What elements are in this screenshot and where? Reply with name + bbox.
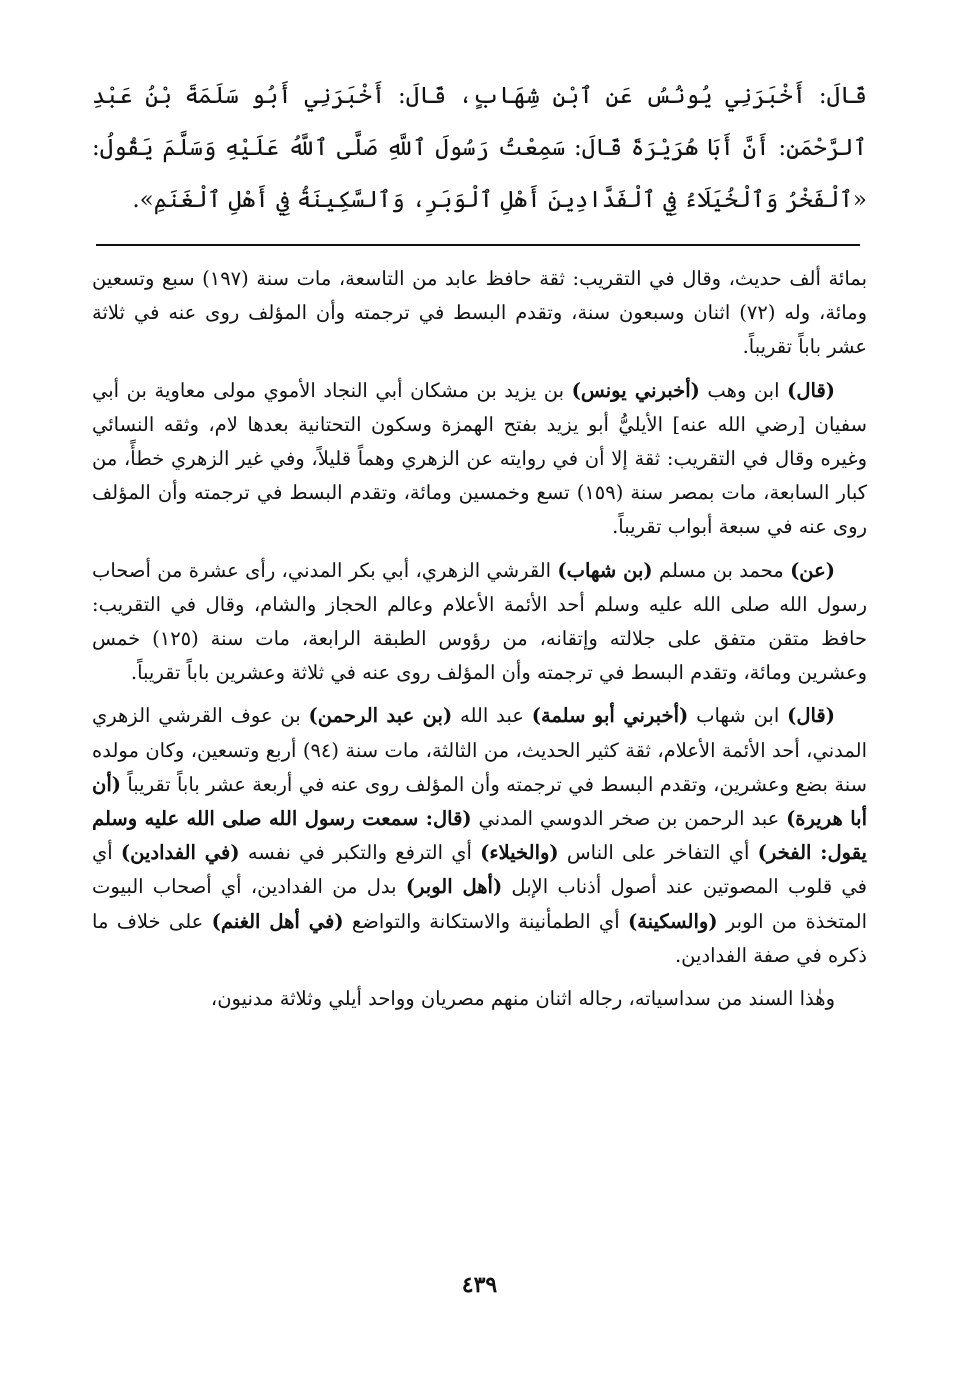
commentary-paragraph-5: وهٰذا السند من سداسياته، رجاله اثنان منهم مصريان وواحد أيلي وثلاثة مدنيون، [210,987,835,1011]
footnote-divider [96,244,860,246]
bold-phrase: (والخيلاء) [480,841,559,865]
bold-phrase: (أن أبا هريرة) [92,772,867,831]
bold-phrase: (بن عبد الرحمن) [308,704,453,728]
text-span: محمد بن مسلم [652,558,791,582]
text-span: بن عوف القرشي الزهري المدني، أحد الأئمة الأعلام، ثقة كثير الحديث، من الثالثة، مات سنة (٩٤) أربع وتسعين، وكان مولده سنة بضع وعشرين، وتقدم البسط في ترجمته وأن المؤلف روى عنه في أربعة عشر باباً تقريباً [92,704,867,796]
bold-phrase: (أهل الوبر) [405,875,503,899]
commentary-paragraph-2 [92,374,867,545]
text-span: ابن وهب [699,378,788,402]
bold-phrase: (في أهل الغنم) [211,909,344,933]
text-span: ابن شهاب [688,704,788,728]
text-span: أي الطمأنينة والاستكانة والتواضع [343,909,628,933]
commentary-paragraph-3 [92,554,867,691]
bold-phrase: (في الفدادين) [120,841,240,865]
bold-phrase: (قال) [787,378,835,402]
text-span: عبد الله [452,704,532,728]
text-span: بن يزيد بن مشكان أبي النجاد الأموي مولى معاوية بن أبي سفيان [رضي الله عنه] الأيليُّ أبو يزيد بفتح الهمزة وسكون التحتانية بعدها لام، وثقه النسائي وغيره وقال في التقريب: ثقة إلا أن في روايته عن الزهري وهماً قليلاً، وفي غير الزهري خطأً، من كبار السابعة، مات بمصر سنة (١٥٩) تسع وخمسين ومائة، وتقدم البسط في ترجمته وأن المؤلف روى عنه في سبعة أبواب تقريباً. [92,378,867,539]
bold-phrase: (والسكينة) [627,909,718,933]
commentary-paragraph-1: بمائة ألف حديث، وقال في التقريب: ثقة حافظ عابد من التاسعة، مات سنة (١٩٧) سبع وتسعين ومائة، وله (٧٢) اثنان وسبعون سنة، وتقدم البسط في ترجمته وأن المؤلف روى عنه في ثلاثة عشر باباً تقريباً. [92,267,868,359]
text-span: أي في قلوب المصوتين عند أصول أذناب الإبل [92,841,867,899]
commentary-paragraph-4 [92,699,867,973]
text-span: عبد الرحمن بن صخر الدوسي المدني [471,807,787,831]
bold-phrase: (أخبرني أبو سلمة) [531,704,689,728]
bold-phrase: (عن) [790,558,836,582]
commentary-section [92,262,867,1025]
page-number: ٤٣٩ [461,1272,498,1298]
bold-phrase: (أخبرني يونس) [571,378,700,402]
text-span: على خلاف ما ذكره في صفة الفدادين. [92,909,867,967]
bold-phrase: (قال) [787,704,835,728]
text-span: أي الترفع والتكبر في نفسه [239,841,481,865]
bold-phrase: (بن شهاب) [557,558,653,582]
text-span: بدل من الفدادين، أي أصحاب البيوت المتخذة من الوبر [92,875,867,933]
text-span: القرشي الزهري، أبي بكر المدني، رأى عشرة من أصحاب رسول الله صلى الله عليه وسلم أحد الأئمة الأعلام وعالم الحجاز والشام، وقال في التقريب: حافظ متقن متفق على جلالته وإتقانه، من رؤوس الطبقة الرابعة، مات سنة (١٢٥) خمس وعشرين ومائة، وتقدم البسط في ترجمته وأن المؤلف روى عنه في ثلاثة وعشرين باباً تقريباً. [92,558,868,685]
text-span: أي التفاخر على الناس [558,841,758,865]
hadith-text: قَالَ: أَخْبَرَنِي يُونُسُ عَنِ ٱبْنِ شِهَابٍ، قَالَ: أَخْبَرَنِي أَبُو سَلَمَةَ بْنُ عَبْدِ ٱلرَّحْمَنِ: أَنَّ أَبَا هُرَيْرَةَ قَالَ: سَمِعْتُ رَسُولَ ٱللَّهِ صَلَّى ٱللَّهُ عَلَيْهِ وَسَلَّمَ يَقُولُ: «ٱلْفَخْرُ وَٱلْخُيَلَاءُ فِي ٱلْفَدَّادِينَ أَهْلِ ٱلْوَبَرِ، وَٱلسَّكِينَةُ فِي أَهْلِ ٱلْغَنَمِ». [92,83,867,213]
bold-phrase: (قال: سمعت رسول الله صلى الله عليه وسلم يقول: الفخر) [92,807,867,865]
